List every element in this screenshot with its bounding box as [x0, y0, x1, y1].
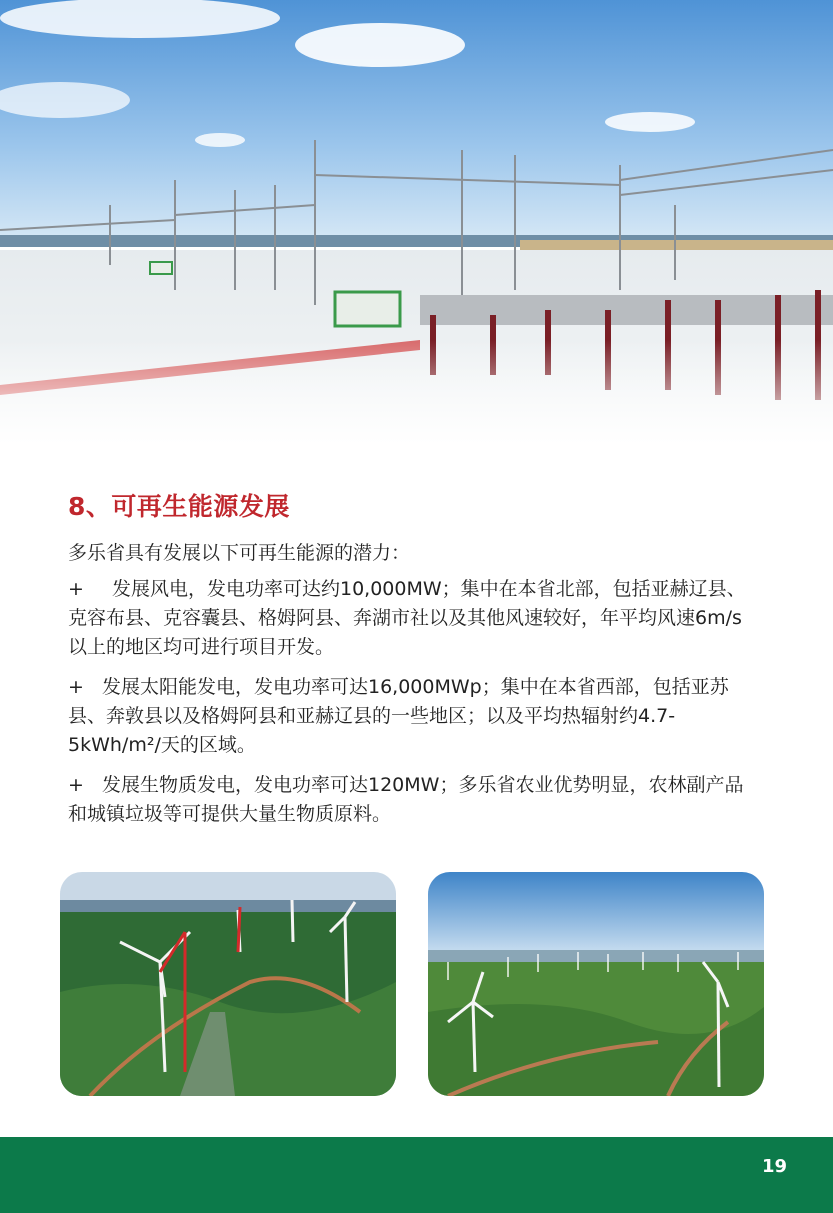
list-item-biomass: [68, 771, 758, 829]
bullet-text: 发展生物质发电，发电功率可达120MW；多乐省农业优势明显，农林副产品和城镇垃圾等可提供大量生物质原料。: [68, 774, 744, 825]
footer-bar: [0, 1137, 833, 1213]
wind-farm-photo-right: [428, 872, 764, 1096]
bullet-text: 发展太阳能发电，发电功率可达16,000MWp；集中在本省西部，包括亚苏县、奔敦县以及格姆阿县和亚赫辽县的一些地区；以及平均热辐射约4.7-5kWh/m²/天的区域。: [68, 676, 729, 756]
page-number: 19: [761, 1156, 787, 1177]
bullet-mark: +: [68, 578, 84, 600]
hero-substation-photo: [0, 0, 833, 445]
section-title: 8、可再生能源发展: [68, 492, 290, 521]
list-item-wind: [68, 575, 758, 662]
intro-text: 多乐省具有发展以下可再生能源的潜力：: [68, 542, 411, 564]
bullet-mark: +: [68, 676, 84, 698]
wind-farm-photo-left: [60, 872, 396, 1096]
bullet-mark: +: [68, 774, 84, 796]
list-item-solar: [68, 673, 758, 760]
bullet-list: [68, 575, 758, 840]
bullet-text: 发展风电，发电功率可达约10,000MW；集中在本省北部，包括亚赫辽县、克容布县、克容囊县、格姆阿县、奔湖市社以及其他风速较好，年平均风速6m/s以上的地区均可进行项目开发。: [68, 578, 746, 658]
